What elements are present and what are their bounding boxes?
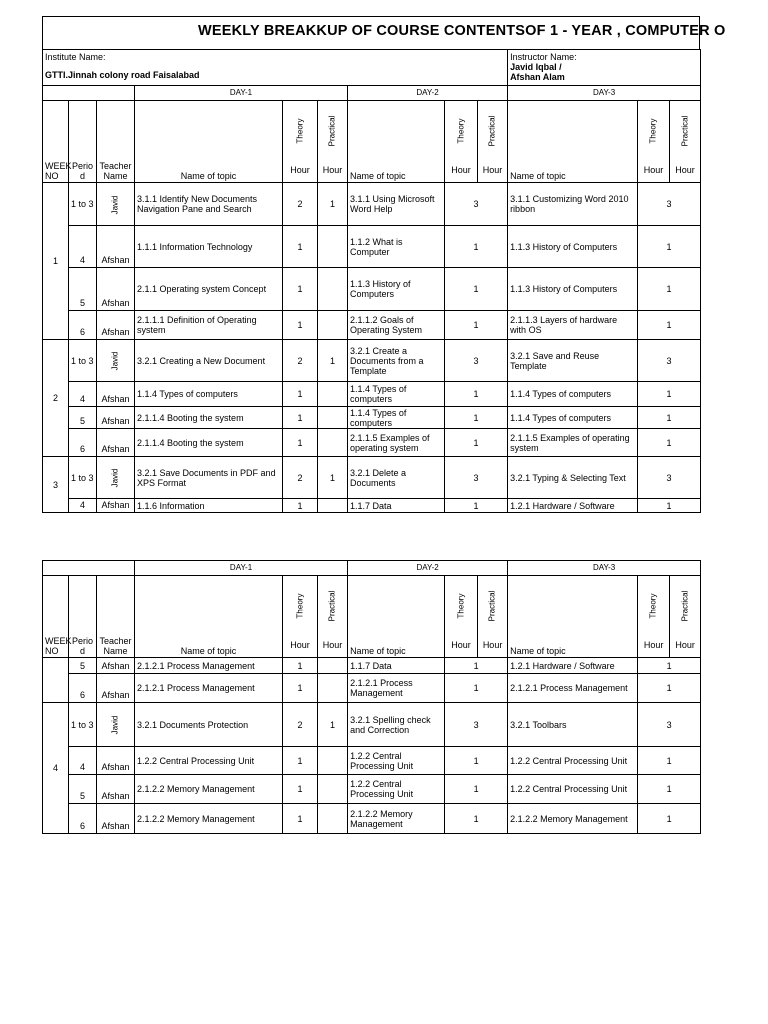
teacher-cell: Afshan (97, 804, 135, 834)
day3-topic-header: Name of topic (508, 101, 638, 183)
period-cell: 6 (69, 804, 97, 834)
day1-topic-header: Name of topic (135, 101, 283, 183)
teacher-cell (97, 340, 135, 382)
day1-theory-hours: 1 (283, 429, 318, 457)
period-cell: 5 (69, 268, 97, 311)
day3-hours: 1 (638, 382, 701, 407)
teacher-name: Javid (110, 351, 120, 371)
period-cell: 6 (69, 674, 97, 703)
header-blank (43, 86, 135, 101)
day3-hours: 3 (638, 703, 701, 747)
day2-topic-header: Name of topic (348, 101, 445, 183)
period-cell: 4 (69, 226, 97, 268)
day1-topic: 3.2.1 Documents Protection (135, 703, 283, 747)
day-1-header: DAY-1 (135, 86, 348, 101)
day1-theory-header: Theory Hour (283, 101, 318, 183)
day2-topic: 1.1.4 Types of computers (348, 382, 445, 407)
header-blank (43, 561, 135, 576)
day1-theory-hours: 2 (283, 183, 318, 226)
day2-theory-header: Theory Hour (445, 101, 478, 183)
day1-theory-hours: 1 (283, 382, 318, 407)
instructor-label: Instructor Name: (510, 52, 577, 62)
teacher-cell: Afshan (97, 658, 135, 674)
day2-hours: 3 (445, 457, 508, 499)
day1-topic: 1.1.1 Information Technology (135, 226, 283, 268)
week-number: 1 (43, 183, 69, 340)
day1-topic-header: Name of topic (135, 576, 283, 658)
day1-theory-hours: 1 (283, 775, 318, 804)
teacher-cell: Afshan (97, 775, 135, 804)
day2-hours: 3 (445, 340, 508, 382)
table-row (43, 674, 701, 703)
table-row (43, 268, 701, 311)
teacher-header: Teacher Name (97, 576, 135, 658)
day2-hours: 1 (445, 226, 508, 268)
teacher-name: Javid (110, 715, 120, 735)
day3-topic: 1.1.4 Types of computers (508, 407, 638, 429)
day3-theory-header: Theory Hour (638, 101, 670, 183)
day3-topic: 2.1.1.3 Layers of hardware with OS (508, 311, 638, 340)
day2-hours: 1 (445, 499, 508, 513)
day1-theory-header: Theory Hour (283, 576, 318, 658)
day3-topic: 3.2.1 Save and Reuse Template (508, 340, 638, 382)
day-1-header: DAY-1 (135, 561, 348, 576)
day1-practical-hours (318, 429, 348, 457)
document-title: WEEKLY BREAKKUP OF COURSE CONTENTSOF 1 - YEAR , COMPUTER O (198, 23, 726, 39)
day1-practical-hours (318, 311, 348, 340)
day1-theory-hours: 1 (283, 804, 318, 834)
week-number: 3 (43, 457, 69, 513)
day1-practical-hours (318, 747, 348, 775)
day1-practical-header: Practical Hour (318, 101, 348, 183)
table-row (43, 340, 701, 382)
teacher-header: Teacher Name (97, 101, 135, 183)
day1-practical-hours (318, 804, 348, 834)
day2-topic: 1.1.7 Data (348, 499, 445, 513)
day3-theory-header: Theory Hour (638, 576, 670, 658)
day2-topic: 2.1.1.5 Examples of operating system (348, 429, 445, 457)
day3-topic: 1.2.2 Central Processing Unit (508, 775, 638, 804)
week-no-header: WEEK NO (43, 101, 69, 183)
period-cell: 4 (69, 382, 97, 407)
day1-topic: 1.2.2 Central Processing Unit (135, 747, 283, 775)
day2-topic: 3.2.1 Create a Documents from a Template (348, 340, 445, 382)
instructor-name-1: Javid Iqbal / (510, 62, 562, 72)
day2-hours: 1 (445, 775, 508, 804)
teacher-cell: Afshan (97, 674, 135, 703)
day1-practical-hours (318, 382, 348, 407)
column-header-row (43, 101, 701, 183)
day1-theory-hours: 2 (283, 703, 318, 747)
day3-practical-header: Practical Hour (670, 101, 701, 183)
teacher-name: Javid (110, 468, 120, 488)
day3-hours: 1 (638, 226, 701, 268)
teacher-cell: Afshan (97, 382, 135, 407)
day1-topic: 2.1.2.1 Process Management (135, 658, 283, 674)
period-cell: 1 to 3 (69, 340, 97, 382)
day-3-header: DAY-3 (508, 86, 701, 101)
day1-practical-hours (318, 658, 348, 674)
day2-topic: 3.1.1 Using Microsoft Word Help (348, 183, 445, 226)
period-header: Perio d (69, 101, 97, 183)
day2-topic: 1.1.7 Data (348, 658, 445, 674)
day1-topic: 2.1.1.1 Definition of Operating system (135, 311, 283, 340)
period-cell: 6 (69, 311, 97, 340)
instructor-cell (508, 50, 701, 86)
day1-topic: 1.1.4 Types of computers (135, 382, 283, 407)
institute-label: Institute Name: (45, 52, 106, 62)
day3-hours: 1 (638, 674, 701, 703)
day1-topic: 1.1.6 Information (135, 499, 283, 513)
day2-practical-header: Practical Hour (478, 101, 508, 183)
instructor-name-2: Afshan Alam (510, 72, 565, 82)
teacher-cell (97, 703, 135, 747)
week-number: 4 (43, 703, 69, 834)
day1-topic: 2.1.2.2 Memory Management (135, 804, 283, 834)
period-cell: 4 (69, 499, 97, 513)
teacher-cell: Afshan (97, 747, 135, 775)
day-3-header: DAY-3 (508, 561, 701, 576)
day1-practical-hours: 1 (318, 457, 348, 499)
day3-topic: 1.1.4 Types of computers (508, 382, 638, 407)
week-no-header: WEEK NO (43, 576, 69, 658)
day1-practical-hours: 1 (318, 183, 348, 226)
day3-hours: 1 (638, 311, 701, 340)
day2-practical-header: Practical Hour (478, 576, 508, 658)
schedule-body-1 (43, 183, 701, 513)
day1-practical-hours (318, 407, 348, 429)
day3-hours: 1 (638, 429, 701, 457)
teacher-name: Javid (110, 195, 120, 214)
day3-topic: 3.2.1 Toolbars (508, 703, 638, 747)
day1-topic: 2.1.1.4 Booting the system (135, 429, 283, 457)
day2-theory-header: Theory Hour (445, 576, 478, 658)
teacher-cell: Afshan (97, 268, 135, 311)
day2-topic: 1.1.4 Types of computers (348, 407, 445, 429)
day1-theory-hours: 2 (283, 340, 318, 382)
day3-practical-header: Practical Hour (670, 576, 701, 658)
day3-hours: 3 (638, 183, 701, 226)
teacher-cell: Afshan (97, 226, 135, 268)
table-row (43, 775, 701, 804)
day2-topic: 2.1.2.2 Memory Management (348, 804, 445, 834)
day-2-header: DAY-2 (348, 86, 508, 101)
teacher-cell: Afshan (97, 499, 135, 513)
day3-hours: 1 (638, 658, 701, 674)
day1-theory-hours: 1 (283, 311, 318, 340)
day1-topic: 2.1.2.1 Process Management (135, 674, 283, 703)
day2-topic: 1.1.2 What is Computer (348, 226, 445, 268)
table-row (43, 747, 701, 775)
table-row (43, 311, 701, 340)
day2-topic: 3.2.1 Delete a Documents (348, 457, 445, 499)
day1-practical-hours (318, 775, 348, 804)
day2-hours: 1 (445, 268, 508, 311)
schedule-sheet-2 (42, 560, 700, 834)
day3-topic: 3.2.1 Typing & Selecting Text (508, 457, 638, 499)
table-row (43, 804, 701, 834)
day3-hours: 1 (638, 499, 701, 513)
day3-topic: 2.1.1.5 Examples of operating system (508, 429, 638, 457)
schedule-sheet-1 (42, 16, 726, 513)
day3-hours: 1 (638, 804, 701, 834)
day1-practical-header: Practical Hour (318, 576, 348, 658)
period-cell: 1 to 3 (69, 183, 97, 226)
week-number: 2 (43, 340, 69, 457)
day2-topic: 2.1.1.2 Goals of Operating System (348, 311, 445, 340)
day2-topic: 2.1.2.1 Process Management (348, 674, 445, 703)
day2-hours: 1 (445, 311, 508, 340)
table-row (43, 457, 701, 499)
period-cell: 5 (69, 407, 97, 429)
period-cell: 1 to 3 (69, 457, 97, 499)
table-row (43, 407, 701, 429)
period-cell: 1 to 3 (69, 703, 97, 747)
day2-hours: 1 (445, 747, 508, 775)
day2-topic: 3.2.1 Spelling check and Correction (348, 703, 445, 747)
day2-hours: 1 (445, 382, 508, 407)
table-row (43, 429, 701, 457)
table-row (43, 183, 701, 226)
day2-hours: 3 (445, 183, 508, 226)
day3-topic: 1.2.1 Hardware / Software (508, 658, 638, 674)
period-cell: 5 (69, 658, 97, 674)
period-cell: 5 (69, 775, 97, 804)
period-header: Perio d (69, 576, 97, 658)
period-cell: 6 (69, 429, 97, 457)
day2-topic: 1.1.3 History of Computers (348, 268, 445, 311)
day2-topic: 1.2.2 Central Processing Unit (348, 747, 445, 775)
teacher-cell: Afshan (97, 311, 135, 340)
day1-theory-hours: 1 (283, 499, 318, 513)
day1-topic: 3.1.1 Identify New Documents Navigation Pane and Search (135, 183, 283, 226)
day1-topic: 3.2.1 Creating a New Document (135, 340, 283, 382)
day1-theory-hours: 1 (283, 658, 318, 674)
day1-practical-hours (318, 268, 348, 311)
day-2-header: DAY-2 (348, 561, 508, 576)
day2-hours: 1 (445, 804, 508, 834)
day2-hours: 1 (445, 658, 508, 674)
day3-hours: 1 (638, 775, 701, 804)
week-number (43, 658, 69, 703)
day3-hours: 1 (638, 747, 701, 775)
day1-topic: 2.1.1.4 Booting the system (135, 407, 283, 429)
teacher-cell: Afshan (97, 407, 135, 429)
day1-theory-hours: 1 (283, 226, 318, 268)
day3-topic: 2.1.2.1 Process Management (508, 674, 638, 703)
day2-hours: 1 (445, 674, 508, 703)
day3-topic-header: Name of topic (508, 576, 638, 658)
day2-hours: 1 (445, 407, 508, 429)
institute-name: GTTI.Jinnah colony road Faisalabad (45, 70, 200, 80)
day3-topic: 1.2.2 Central Processing Unit (508, 747, 638, 775)
day3-hours: 3 (638, 457, 701, 499)
day1-topic: 2.1.1 Operating system Concept (135, 268, 283, 311)
title-bar (42, 16, 726, 49)
day1-theory-hours: 1 (283, 268, 318, 311)
day1-theory-hours: 1 (283, 407, 318, 429)
column-header-row (43, 576, 701, 658)
teacher-cell: Afshan (97, 429, 135, 457)
day1-topic: 2.1.2.2 Memory Management (135, 775, 283, 804)
day3-topic: 1.1.3 History of Computers (508, 226, 638, 268)
schedule-table-1 (42, 49, 701, 513)
table-row (43, 226, 701, 268)
day3-topic: 3.1.1 Customizing Word 2010 ribbon (508, 183, 638, 226)
day2-topic-header: Name of topic (348, 576, 445, 658)
day2-topic: 1.2.2 Central Processing Unit (348, 775, 445, 804)
schedule-body-2 (43, 658, 701, 834)
day3-hours: 3 (638, 340, 701, 382)
institute-cell (43, 50, 508, 86)
schedule-table-2 (42, 560, 701, 834)
table-row (43, 382, 701, 407)
day1-theory-hours: 1 (283, 747, 318, 775)
period-cell: 4 (69, 747, 97, 775)
day1-practical-hours: 1 (318, 703, 348, 747)
teacher-cell (97, 457, 135, 499)
day2-hours: 1 (445, 429, 508, 457)
day1-practical-hours (318, 674, 348, 703)
teacher-cell (97, 183, 135, 226)
day3-topic: 2.1.2.2 Memory Management (508, 804, 638, 834)
day1-topic: 3.2.1 Save Documents in PDF and XPS Format (135, 457, 283, 499)
day3-topic: 1.2.1 Hardware / Software (508, 499, 638, 513)
day1-practical-hours (318, 499, 348, 513)
day3-hours: 1 (638, 268, 701, 311)
day3-topic: 1.1.3 History of Computers (508, 268, 638, 311)
day1-practical-hours (318, 226, 348, 268)
day2-hours: 3 (445, 703, 508, 747)
day1-theory-hours: 2 (283, 457, 318, 499)
day3-hours: 1 (638, 407, 701, 429)
table-row (43, 658, 701, 674)
day1-practical-hours: 1 (318, 340, 348, 382)
day1-theory-hours: 1 (283, 674, 318, 703)
table-row (43, 499, 701, 513)
table-row (43, 703, 701, 747)
